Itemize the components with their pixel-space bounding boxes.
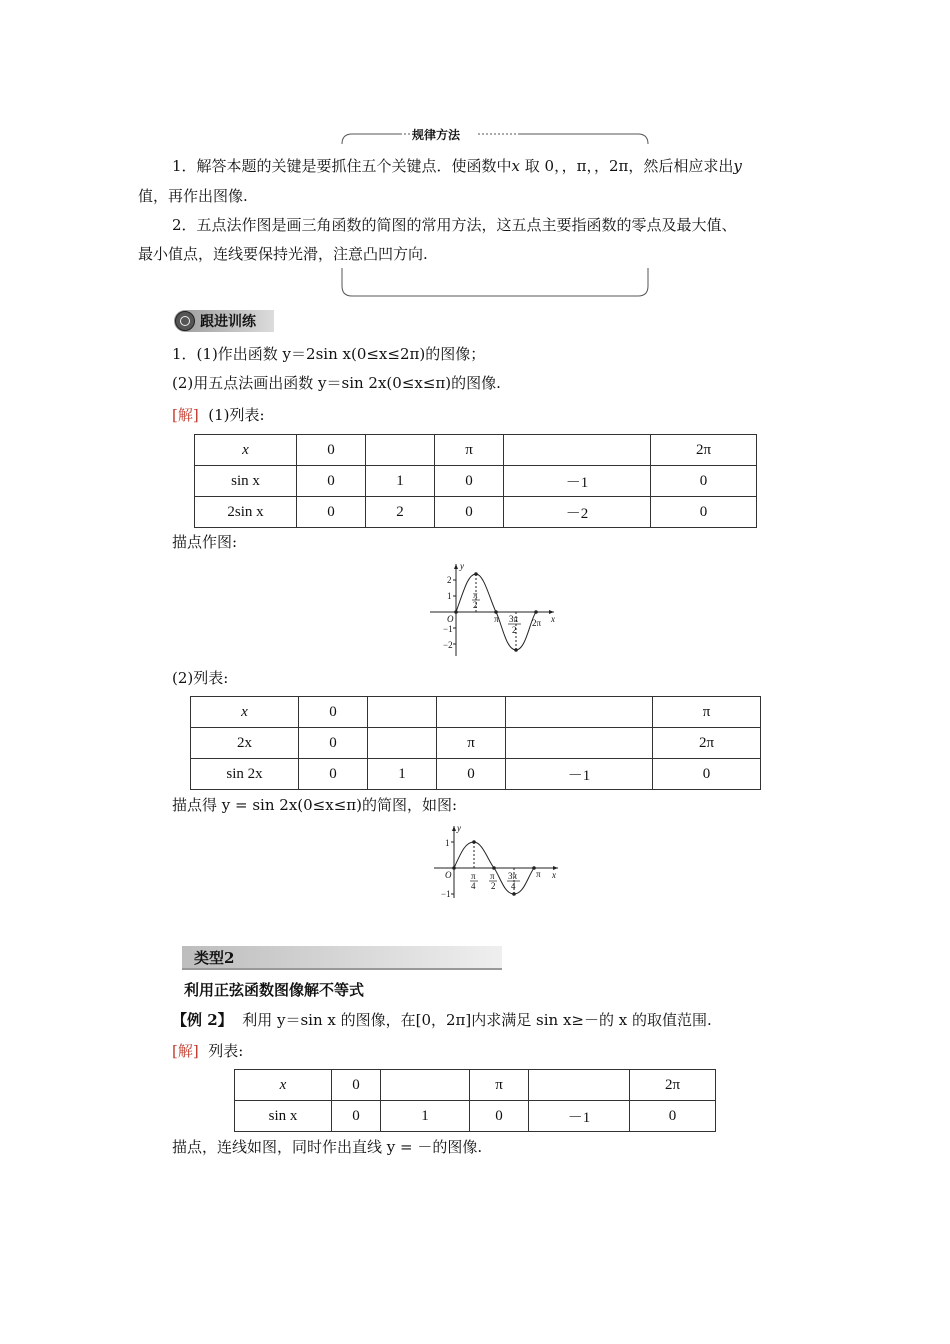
svg-text:−1: −1 [443,624,453,634]
table-row: sin x 0 1 0 －1 0 [195,466,757,497]
svg-text:O: O [447,614,454,624]
type-2-banner: 类型2 [182,946,502,970]
svg-text:4: 4 [511,881,516,891]
table-row: 2sin x 0 2 0 －2 0 [195,497,757,528]
svg-text:x: x [551,614,555,624]
method-point-1: 1．解答本题的关键是要抓住五个关键点．使函数中x 取 0，，π，，2π，然后相应求出y [172,157,742,175]
method-point-2: 2．五点法作图是画三角函数的简图的常用方法，这五点主要指函数的零点及最大值、 [172,216,737,234]
svg-text:y: y [457,823,461,833]
solution-1-line: [解] (1)列表: [172,406,265,424]
practice-badge: 跟进训练 [174,310,274,332]
value-table-3 [234,1069,716,1132]
svg-text:π: π [536,869,541,879]
plot-label-1: 描点作图: [172,533,238,551]
svg-text:−1: −1 [441,889,451,899]
svg-text:1: 1 [445,838,450,848]
svg-text:2: 2 [473,600,478,610]
question-1: 1．(1)作出函数 y＝2sin x(0≤x≤2π)的图像； [172,345,486,363]
svg-text:2: 2 [447,575,452,585]
table-row: sin x 0 1 0 －1 0 [235,1101,716,1132]
method-point-1-cont: 值，再作出图像. [138,187,248,205]
svg-text:2: 2 [512,625,517,635]
table-row: 2x 0 π 2π [191,728,761,759]
svg-text:4: 4 [471,881,476,891]
method-box-title: 规律方法 [412,128,461,142]
value-table-1 [194,434,757,528]
final-line: 描点，连线如图，同时作出直线 y = －的图像. [172,1138,483,1156]
plot-label-2: 描点得 y = sin 2x(0≤x≤π)的简图，如图: [172,796,458,814]
part2-intro: (2)列表: [172,669,229,687]
svg-text:3π: 3π [509,614,519,624]
svg-text:O: O [445,870,452,880]
graph-sin2x [424,822,564,902]
svg-text:π: π [490,871,495,881]
method-point-2-cont: 最小值点，连线要保持光滑，注意凸凹方向. [138,245,428,263]
svg-text:x: x [552,870,556,880]
target-icon [175,311,195,331]
svg-text:2π: 2π [532,618,542,628]
svg-text:π: π [473,590,478,600]
type-2-heading: 利用正弦函数图像解不等式 [184,982,365,999]
svg-text:3π: 3π [508,871,518,881]
svg-text:y: y [460,561,464,571]
svg-text:−2: −2 [443,640,453,650]
svg-text:π: π [494,614,499,624]
svg-text:1: 1 [447,591,452,601]
question-2: (2)用五点法画出函数 y＝sin 2x(0≤x≤π)的图像. [172,374,501,392]
table-row: x 0 π 2π [235,1070,716,1101]
svg-text:π: π [471,871,476,881]
example-2: 【例 2】 利用 y＝sin x 的图像，在[0，2π]内求满足 sin x≥－的 x 的取值范围. [172,1011,712,1029]
graph-2sinx [420,560,560,660]
table-row: sin 2x 0 1 0 －1 0 [191,759,761,790]
table-row: x 0 π 2π [195,435,757,466]
table-row: x 0 π [191,697,761,728]
svg-text:2: 2 [491,881,496,891]
method-box-frame [338,126,652,300]
value-table-2 [190,696,761,790]
solution-2-line: [解] 列表: [172,1042,244,1060]
